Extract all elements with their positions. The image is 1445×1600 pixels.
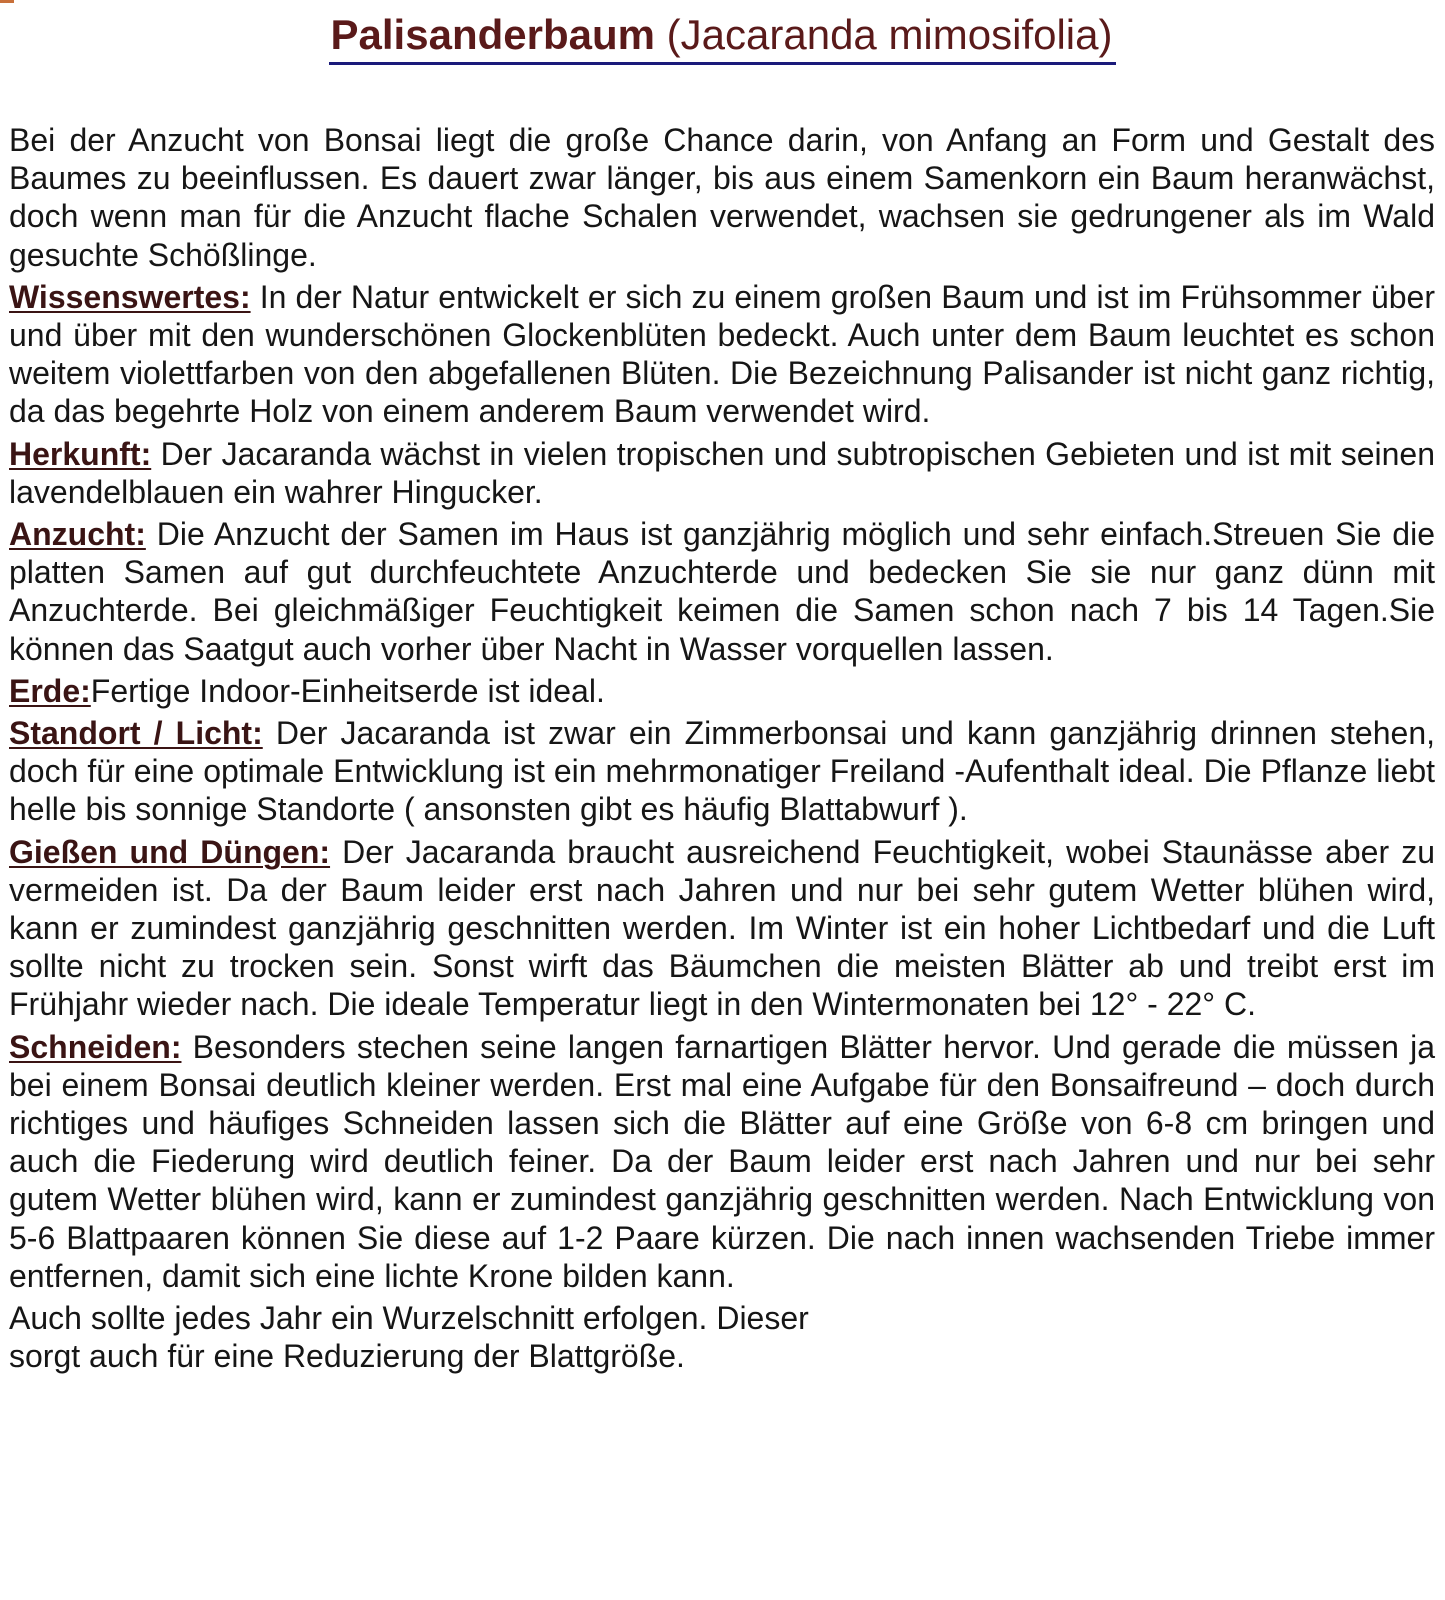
title-underline-group (329, 8, 1117, 65)
title-common-name: Palisanderbaum (330, 11, 655, 58)
section-herkunft (9, 435, 1435, 511)
page-title (0, 6, 1445, 65)
section-text: Besonders stechen seine langen farnartigen Blätter hervor. Und gerade die müssen ja bei einem Bonsai deutlich kleiner werden. Erst mal eine Aufgabe für den Bonsaifreund – doch durch richtiges und häufiges Schneiden lassen sich die Blätter auf eine Größe von 6-8 cm bringen und auch die Fiederung wird deutlich feiner. Da der Baum leider erst nach Jahren und nur bei sehr gutem Wetter blühen wird, kann er zumindest ganzjährig geschnitten werden. Nach Entwicklung von 5-6 Blattpaaren können Sie diese auf 1-2 Paare kürzen. Die nach innen wachsenden Triebe immer entfernen, damit sich eine lichte Krone bilden kann. (9, 1028, 1435, 1294)
section-standort-licht (9, 714, 1435, 829)
section-giessen-duengen (9, 833, 1435, 1024)
document-body (9, 121, 1435, 1380)
section-text: Der Jacaranda braucht ausreichend Feuchtigkeit, wobei Staunässe aber zu vermeiden ist. Da der Baum leider erst nach Jahren und nur bei sehr gutem Wetter blühen wird, kann er zumindest ganzjährig geschnitten werden. Im Winter ist ein hoher Lichtbedarf und die Luft sollte nicht zu trocken sein. Sonst wirft das Bäumchen die meisten Blätter ab und treibt erst im Frühjahr wieder nach. Die ideale Temperatur liegt in den Wintermonaten bei 12° - 22° C. (9, 833, 1436, 1023)
section-text: Die Anzucht der Samen im Haus ist ganzjährig möglich und sehr einfach.Streuen Sie die platten Samen auf gut durchfeuchtete Anzuchterde und bedecken Sie sie nur ganz dünn mit Anzuchterde. Bei gleichmäßiger Feuchtigkeit keimen die Samen schon nach 7 bis 14 Tagen.Sie können das Saatgut auch vorher über Nacht in Wasser vorquellen lassen. (9, 516, 1435, 667)
intro-paragraph: Bei der Anzucht von Bonsai liegt die große Chance darin, von Anfang an Form und Gestalt des Baumes zu beeinflussen. Es dauert zwar länger, bis aus einem Samenkorn ein Baum heranwächst, doch wenn man für die Anzucht flache Schalen verwendet, wachsen sie gedrungener als im Wald gesuchte Schößlinge. (9, 122, 1435, 273)
closing-line-2: sorgt auch für eine Reduzierung der Blattgröße. (9, 1338, 685, 1375)
section-anzucht (9, 515, 1435, 668)
section-label: Wissenswertes: (9, 278, 251, 315)
section-erde (9, 672, 1435, 710)
title-latin-name: (Jacaranda mimosifolia) (666, 11, 1113, 58)
section-label: Herkunft: (9, 435, 152, 472)
section-label: Schneiden: (9, 1028, 182, 1065)
closing-paragraph (9, 1299, 1435, 1375)
section-text: In der Natur entwickelt er sich zu einem großen Baum und ist im Frühsommer über und über mit den wunderschönen Glockenblüten bedeckt. Auch unter dem Baum leuchtet es schon weitem violettfarben von den abgefallenen Blüten. Die Bezeichnung Palisander ist nicht ganz richtig, da das begehrte Holz von einem anderem Baum verwendet wird. (9, 278, 1435, 430)
section-label: Standort / Licht: (9, 715, 263, 752)
section-wissenswertes (9, 278, 1435, 431)
section-label: Erde: (9, 672, 91, 709)
section-text: Fertige Indoor-Einheitserde ist ideal. (90, 672, 605, 709)
section-schneiden (9, 1028, 1435, 1295)
corner-mark (0, 0, 14, 3)
closing-line-1: Auch sollte jedes Jahr ein Wurzelschnitt erfolgen. Dieser (9, 1300, 809, 1337)
section-text: Der Jacaranda wächst in vielen tropischen und subtropischen Gebieten und ist mit seinen lavendelblauen ein wahrer Hingucker. (9, 435, 1435, 510)
section-text: Der Jacaranda ist zwar ein Zimmerbonsai und kann ganzjährig drinnen stehen, doch für eine optimale Entwicklung ist ein mehrmonatiger Freiland -Aufenthalt ideal. Die Pflanze liebt helle bis sonnige Standorte ( ansonsten gibt es häufig Blattabwurf ). (9, 715, 1436, 828)
section-label: Gießen und Düngen: (9, 833, 331, 870)
section-label: Anzucht: (9, 516, 146, 553)
